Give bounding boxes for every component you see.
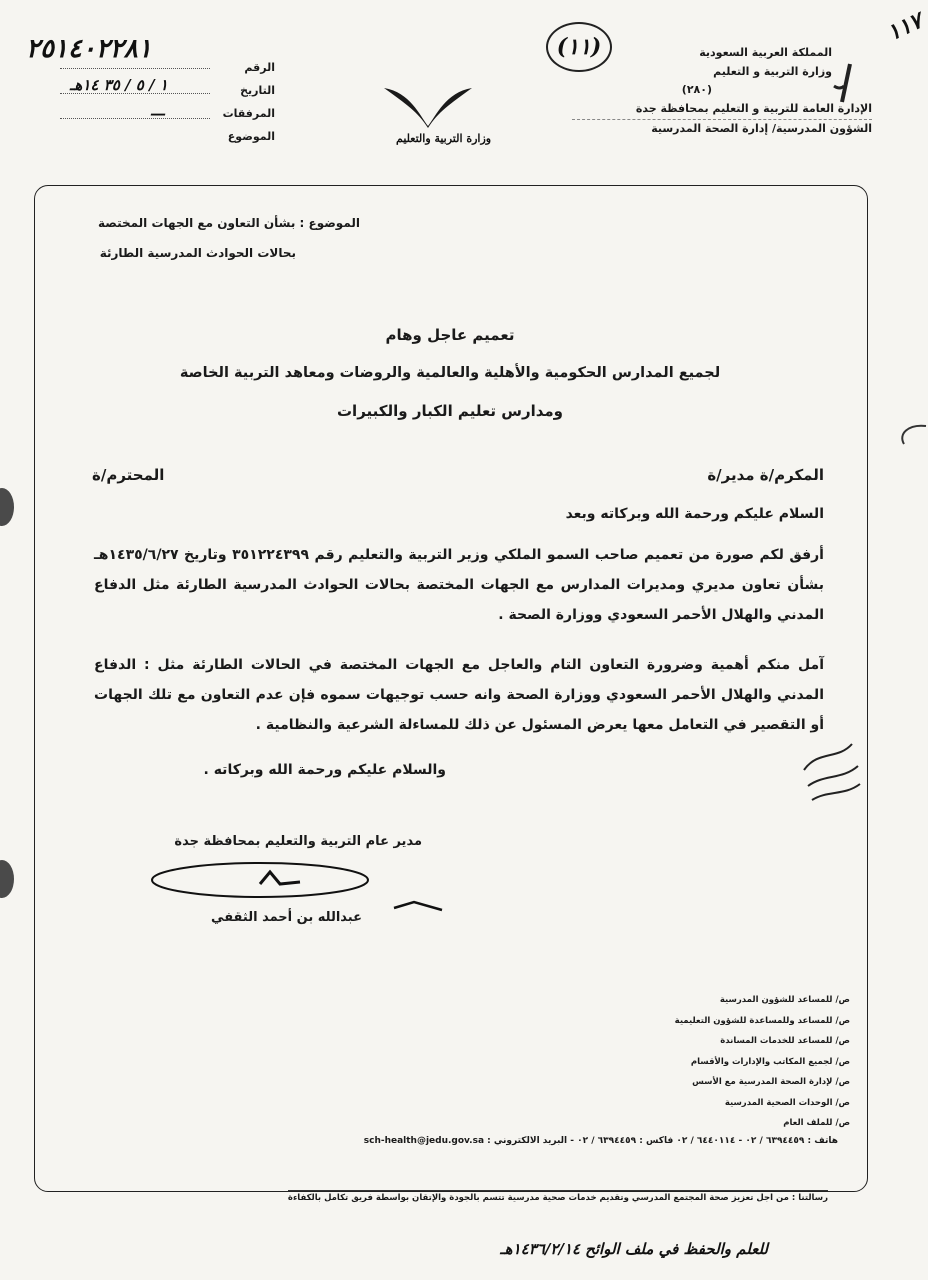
- document-code: (٢٨٠): [681, 83, 712, 97]
- title-adult-schools: ومدارس تعليم الكبار والكبيرات: [336, 402, 564, 420]
- closing: والسلام عليكم ورحمة الله وبركاته .: [203, 762, 446, 778]
- cc-item: ص/ للملف العام: [783, 1118, 850, 1128]
- addressee: المكرم/ة مدير/ة: [707, 466, 824, 484]
- subject-line-2: بحالات الحوادث المدرسية الطارئة: [99, 246, 296, 260]
- signature-scribble: [150, 858, 450, 918]
- footer-contact: هاتف : ٦٣٩٤٤٥٩ / ٠٢ - ٦٤٤٠١١٤ / ٠٢ فاكس : ٦٣٩٤٤٥٩ / ٠٢ - البريد الالكتروني : sch-health@jedu.gov.sa: [363, 1136, 838, 1146]
- cc-item: ص/ لإدارة الصحة المدرسية مع الأسس: [692, 1077, 850, 1087]
- kingdom-name: المملكة العربية السعودية: [699, 46, 832, 59]
- ministry-logo: [380, 82, 476, 130]
- initials-scribble: [798, 730, 868, 810]
- attach-line: [60, 118, 210, 119]
- signature-title: مدير عام التربية والتعليم بمحافظة جدة: [174, 834, 422, 849]
- subject-line-1: الموضوع : بشأن التعاون مع الجهات المختصة: [97, 216, 360, 230]
- general-admin: الإدارة العامة للتربية و التعليم بمحافظة جدة: [635, 102, 872, 116]
- title-recipients: لجميع المدارس الحكومية والأهلية والعالمية والروضات ومعاهد التربية الخاصة: [179, 365, 721, 381]
- handwritten-number: ٢٥١٤٠٢٢٨١: [26, 34, 152, 64]
- respected: المحترم/ة: [92, 466, 165, 484]
- greeting: السلام عليكم ورحمة الله وبركاته وبعد: [565, 506, 824, 522]
- label-number: الرقم: [244, 61, 275, 74]
- cc-item: ص/ للمساعد وللمساعدة للشؤون التعليمية: [674, 1015, 850, 1026]
- signatory-name: عبدالله بن أحمد الثقفي: [211, 910, 362, 925]
- footer-vision: رسالتنا : من اجل تعزيز صحة المجتمع المدرسي وتقديم خدمات صحية مدرسية تتسم بالجودة والإتقان بواسطة فريق تكامل بالكفاءة: [288, 1190, 828, 1203]
- number-line: [60, 68, 210, 69]
- cc-list: [675, 990, 850, 1134]
- department: الشؤون المدرسية/ إدارة الصحة المدرسية: [572, 119, 872, 139]
- body-paragraph-2: آمل منكم أهمية وضرورة التعاون التام والعاجل مع الجهات المختصة في الحالات الطارئة مثل : الدفاع المدني والهلال الأحمر السعودي ووزارة الصحة وانه حسب توجيهات سموه فإن عدم التعاون مع تلك الجهات أو التقصير في التعامل معها يعرض المسئول عن ذلك للمساءلة الشرعية والنظامية .: [94, 657, 824, 733]
- reference-labels: [205, 56, 275, 148]
- title-urgent: تعميم عاجل وهام: [385, 326, 515, 344]
- punch-hole-bottom: [0, 860, 14, 898]
- cc-item: ص/ للمساعد للخدمات المساندة: [720, 1036, 850, 1046]
- logo-caption: وزارة التربية والتعليم: [396, 132, 492, 145]
- handwritten-filing-note: للعلم والحفظ في ملف الوائح ١٤٣٦/٢/١٤هـ: [500, 1240, 768, 1258]
- handwritten-attachments: —: [150, 104, 166, 123]
- cc-item: ص/ الوحدات الصحية المدرسية: [724, 1097, 850, 1108]
- circled-number: (١١): [546, 22, 612, 72]
- letterhead-right: [572, 44, 872, 138]
- handwritten-date: ١ / ٥ / ٣٥ ١٤هـ: [70, 76, 168, 94]
- punch-hole-top: [0, 488, 14, 526]
- edge-mark: [888, 420, 928, 470]
- subject-block: [60, 208, 360, 268]
- ministry-name: وزارة التربية و التعليم: [713, 64, 832, 78]
- label-subject: الموضوع: [227, 130, 275, 144]
- label-date: التاريخ: [240, 84, 275, 98]
- corner-note: ١١٧: [882, 7, 926, 47]
- label-attachments: المرفقات: [222, 107, 275, 121]
- cc-item: ص/ للمساعد للشؤون المدرسية: [719, 995, 850, 1005]
- title-block: [140, 316, 760, 430]
- body-paragraph-1: أرفق لكم صورة من تعميم صاحب السمو الملكي وزير التربية والتعليم رقم ٣٥١٢٢٤٣٩٩ وتاريخ ١٤٣٥/٦/٢٧هـ بشأن تعاون مديري ومديرات المدارس مع الجهات المختصة بحالات الحوادث المدرسية الطارئة مثل الدفاع المدني والهلال الأحمر السعودي ووزارة الصحة .: [94, 547, 824, 623]
- cc-item: ص/ لجميع المكاتب والإدارات والأقسام: [690, 1056, 850, 1067]
